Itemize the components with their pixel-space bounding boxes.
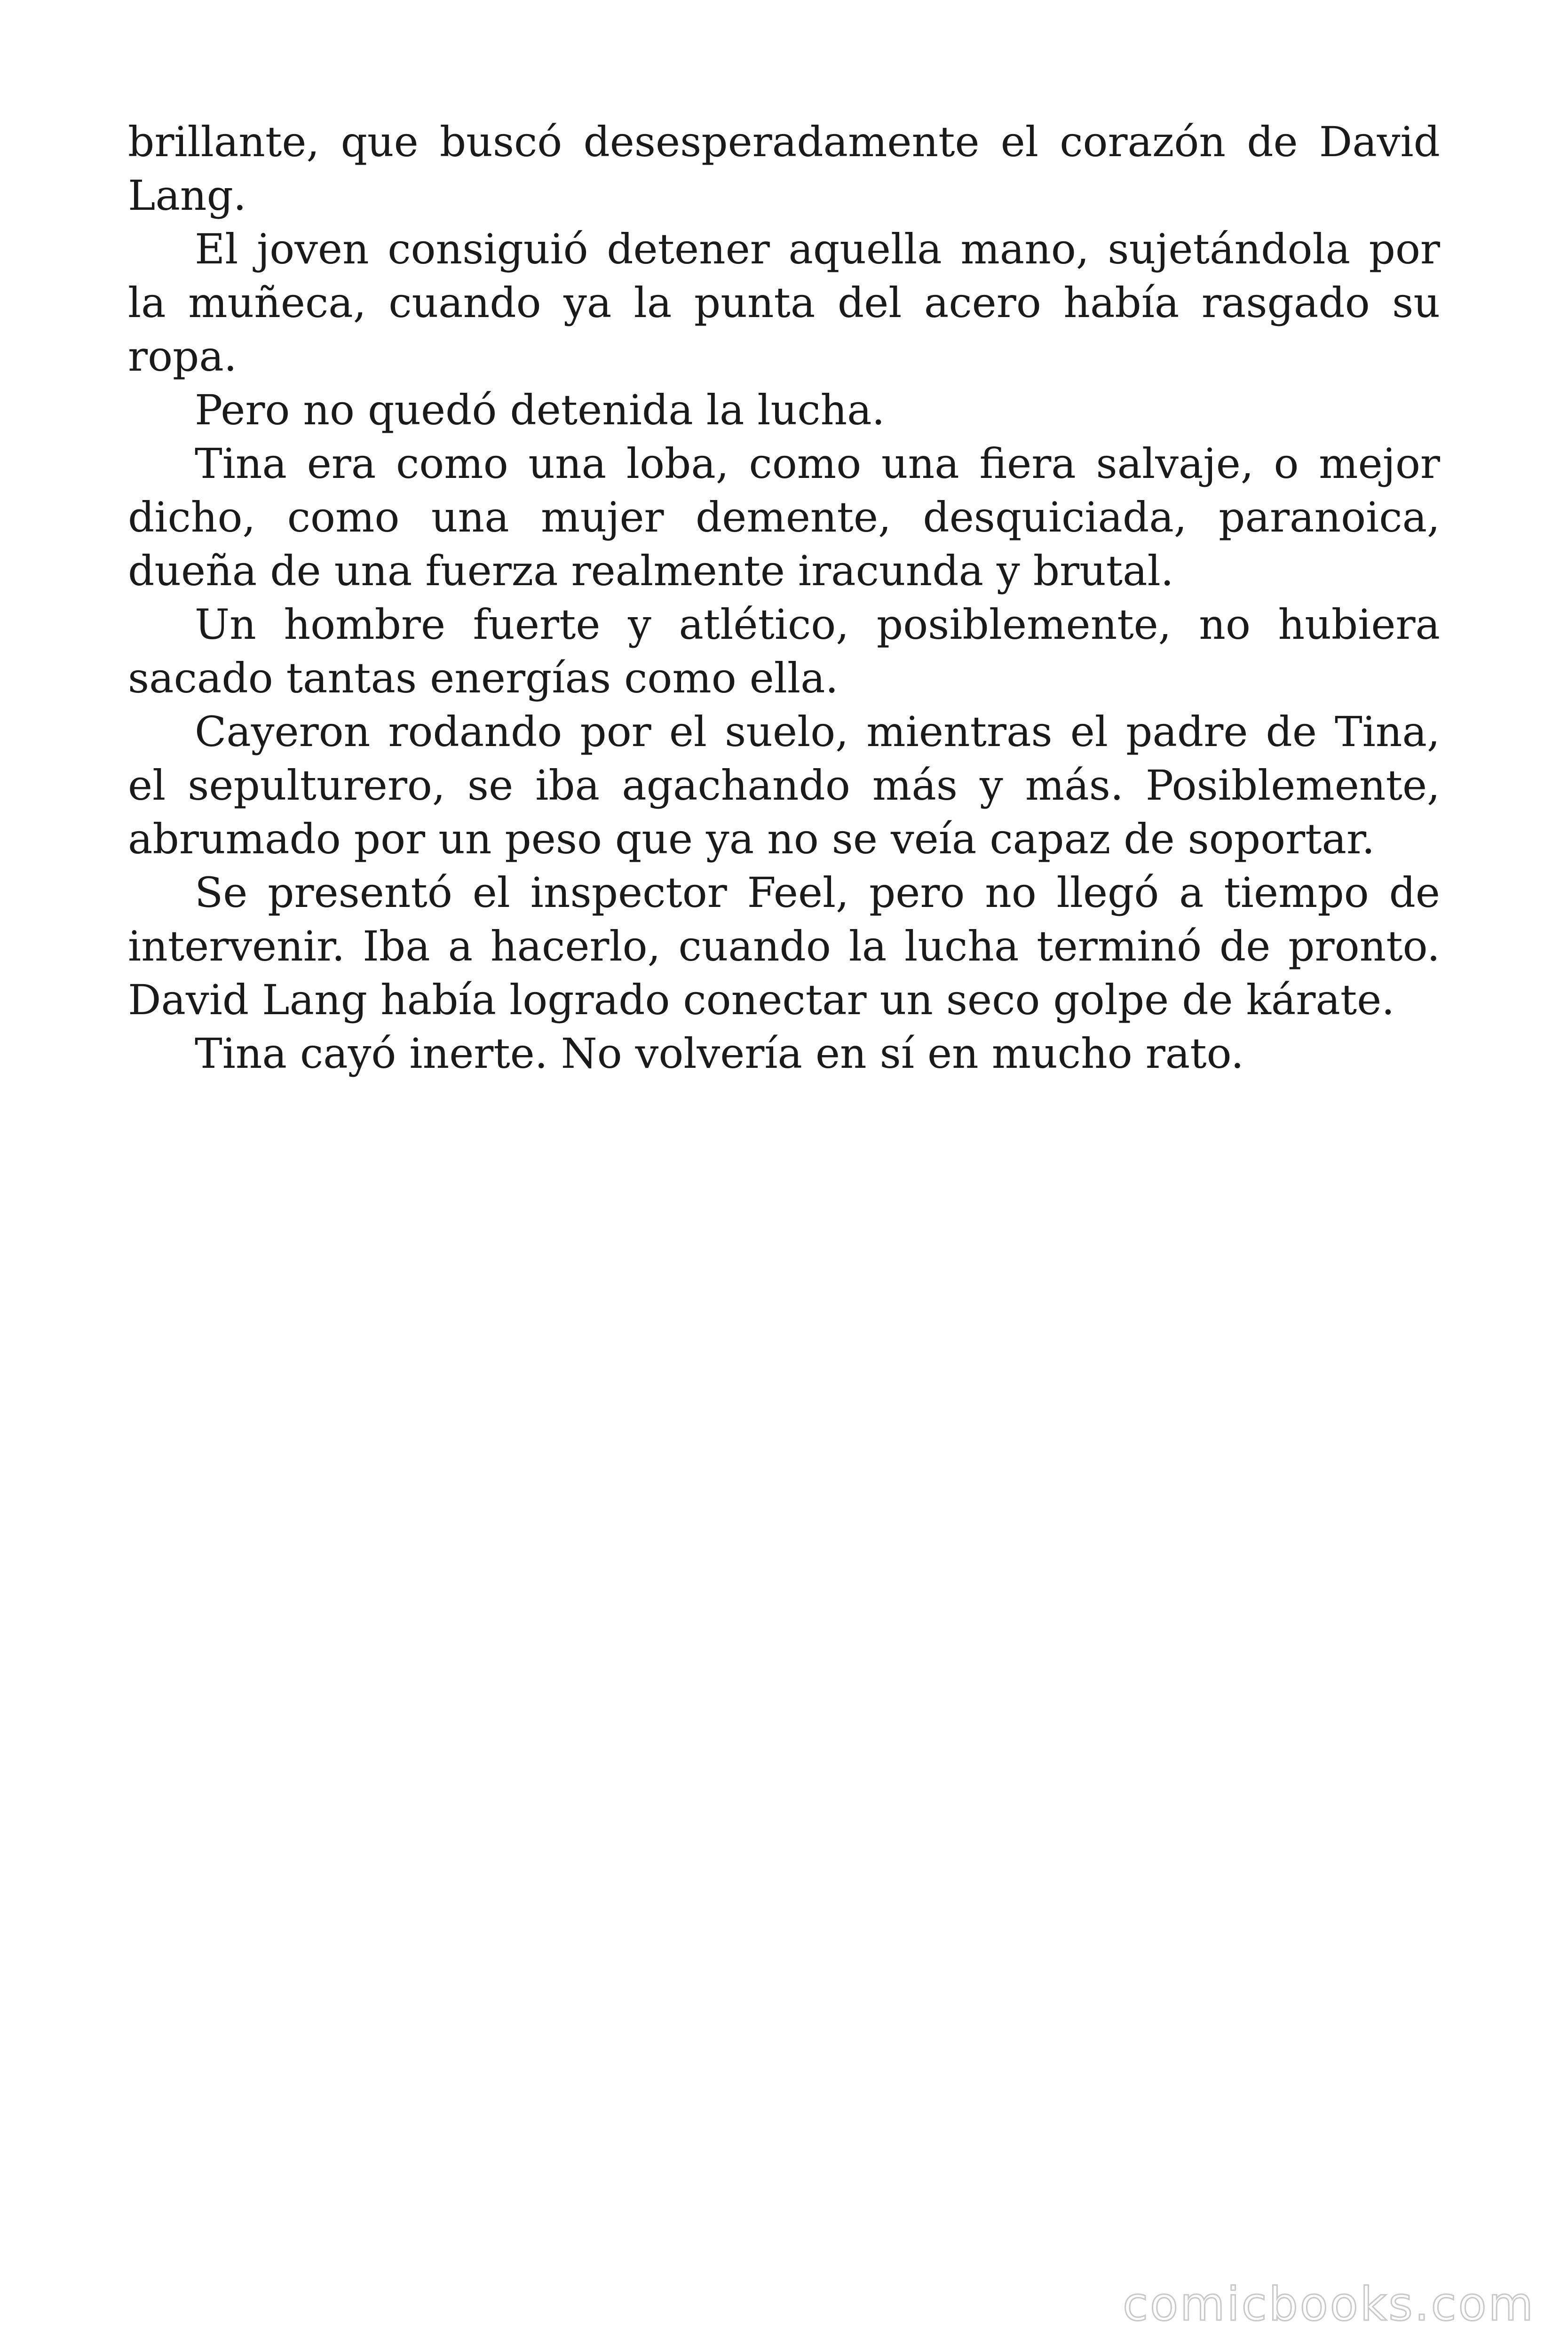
paragraph: brillante, que buscó desesperadamente el corazón de David Lang. <box>128 118 1440 220</box>
paragraph: Pero no quedó detenida la lucha. <box>195 386 885 434</box>
body-text <box>128 115 1440 1081</box>
paragraph: Un hombre fuerte y atlético, posiblemente, no hubiera sacado tantas energías como ella. <box>128 600 1440 702</box>
watermark: comicbooks.com <box>1123 2278 1535 2331</box>
paragraph: Se presentó el inspector Feel, pero no llegó a tiempo de intervenir. Iba a hacerlo, cuando la lucha terminó de pronto. David Lang había logrado conectar un seco golpe de kárate. <box>128 868 1440 1024</box>
paragraph: Tina cayó inerte. No volvería en sí en mucho rato. <box>195 1029 1244 1078</box>
paragraph: Tina era como una loba, como una fiera salvaje, o mejor dicho, como una mujer demente, desquiciada, paranoica, dueña de una fuerza realmente iracunda y brutal. <box>128 439 1440 595</box>
paragraph: El joven consiguió detener aquella mano, sujetándola por la muñeca, cuando ya la punta del acero había rasgado su ropa. <box>128 225 1440 381</box>
paragraph: Cayeron rodando por el suelo, mientras el padre de Tina, el sepulturero, se iba agachando más y más. Posiblemente, abrumado por un peso que ya no se veía capaz de soportar. <box>128 707 1440 863</box>
